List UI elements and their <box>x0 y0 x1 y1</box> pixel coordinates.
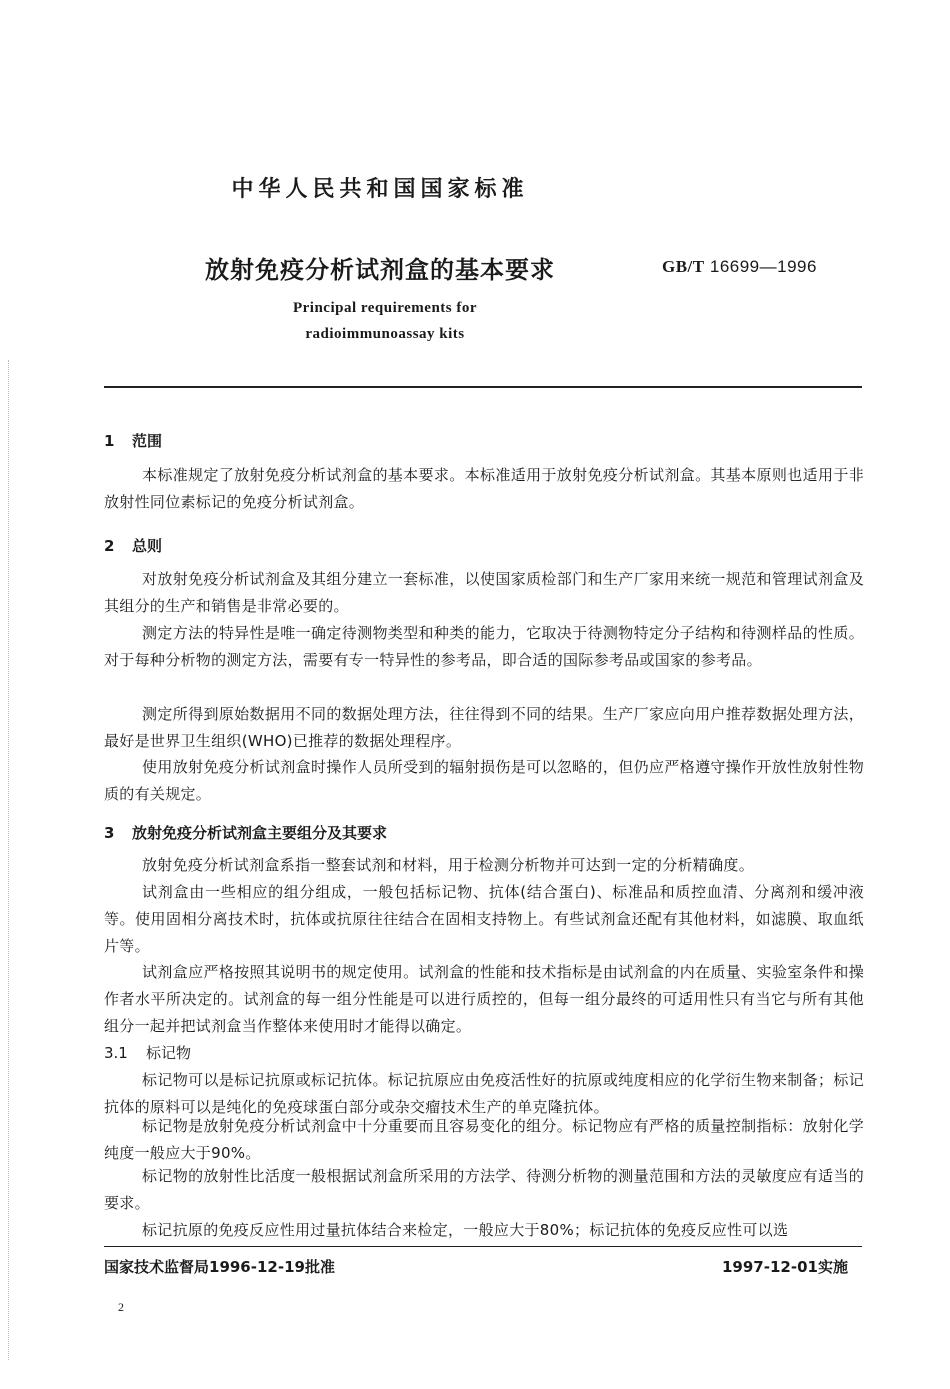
section-heading <box>104 822 387 843</box>
section-number: 1 <box>104 432 115 450</box>
section-heading <box>104 430 162 451</box>
section-title: 总则 <box>132 537 163 555</box>
page-number: 2 <box>118 1300 124 1314</box>
paragraph: 对放射免疫分析试剂盒及其组分建立一套标准，以使国家质检部门和生产厂家用来统一规范和管理试剂盒及其组分的生产和销售是非常必要的。 <box>104 570 864 615</box>
paragraph: 使用放射免疫分析试剂盒时操作人员所受到的辐射损伤是可以忽略的，但仍应严格遵守操作开放性放射性物质的有关规定。 <box>104 758 864 803</box>
paragraph: 标记物的放射性比活度一般根据试剂盒所采用的方法学、待测分析物的测量范围和方法的灵敏度应有适当的要求。 <box>104 1167 864 1212</box>
effective-date: 1997-12-01实施 <box>722 1258 848 1276</box>
document-title-en-line1: Principal requirements for <box>292 300 478 316</box>
section-number: 3.1 <box>104 1044 128 1062</box>
paragraph: 标记物是放射免疫分析试剂盒中十分重要而且容易变化的组分。标记物应有严格的质量控制指标：放射化学纯度一般应大于90%。 <box>104 1117 864 1162</box>
section-title: 放射免疫分析试剂盒主要组分及其要求 <box>132 824 388 842</box>
footer-rule <box>104 1246 862 1247</box>
standard-code-number: 16699—1996 <box>709 257 817 276</box>
paragraph: 测定所得到原始数据用不同的数据处理方法，往往得到不同的结果。生产厂家应向用户推荐数据处理方法，最好是世界卫生组织(WHO)已推荐的数据处理程序。 <box>104 705 864 750</box>
section-number: 2 <box>104 537 115 555</box>
section-heading <box>104 535 162 556</box>
section-title: 标记物 <box>146 1044 192 1062</box>
document-title-en-line2: radioimmunoassay kits <box>305 326 465 342</box>
paragraph: 标记抗原的免疫反应性用过量抗体结合来检定，一般应大于80%；标记抗体的免疫反应性可以选 <box>142 1221 789 1239</box>
paragraph: 标记物可以是标记抗原或标记抗体。标记抗原应由免疫活性好的抗原或纯度相应的化学衍生物来制备；标记抗体的原料可以是纯化的免疫球蛋白部分或杂交瘤技术生产的单克隆抗体。 <box>104 1071 864 1116</box>
header-rule <box>104 386 862 388</box>
approval-date: 国家技术监督局1996-12-19批准 <box>104 1258 335 1276</box>
standard-code <box>662 257 817 277</box>
paragraph: 放射免疫分析试剂盒系指一整套试剂和材料，用于检测分析物并可达到一定的分析精确度。 <box>142 856 755 874</box>
standard-name: 中华人民共和国国家标准 <box>231 177 529 202</box>
scan-edge-mark <box>8 360 9 1360</box>
paragraph: 本标准规定了放射免疫分析试剂盒的基本要求。本标准适用于放射免疫分析试剂盒。其基本原则也适用于非放射性同位素标记的免疫分析试剂盒。 <box>104 466 864 511</box>
section-number: 3 <box>104 824 115 842</box>
document-title-cn: 放射免疫分析试剂盒的基本要求 <box>205 256 555 284</box>
paragraph: 测定方法的特异性是唯一确定待测物类型和种类的能力，它取决于待测物特定分子结构和待测样品的性质。对于每种分析物的测定方法，需要有专一特异性的参考品，即合适的国际参考品或国家的参考品。 <box>104 624 864 669</box>
paragraph: 试剂盒由一些相应的组分组成，一般包括标记物、抗体(结合蛋白)、标准品和质控血清、分离剂和缓冲液等。使用固相分离技术时，抗体或抗原往往结合在固相支持物上。有些试剂盒还配有其他材料，如滤膜、取血纸片等。 <box>104 883 864 955</box>
section-title: 范围 <box>132 432 163 450</box>
subsection-heading <box>104 1042 191 1063</box>
standard-code-prefix: GB/T <box>662 257 705 276</box>
paragraph: 试剂盒应严格按照其说明书的规定使用。试剂盒的性能和技术指标是由试剂盒的内在质量、实验室条件和操作者水平所决定的。试剂盒的每一组分性能是可以进行质控的，但每一组分最终的可适用性只有当它与所有其他组分一起并把试剂盒当作整体来使用时才能得以确定。 <box>104 963 864 1035</box>
